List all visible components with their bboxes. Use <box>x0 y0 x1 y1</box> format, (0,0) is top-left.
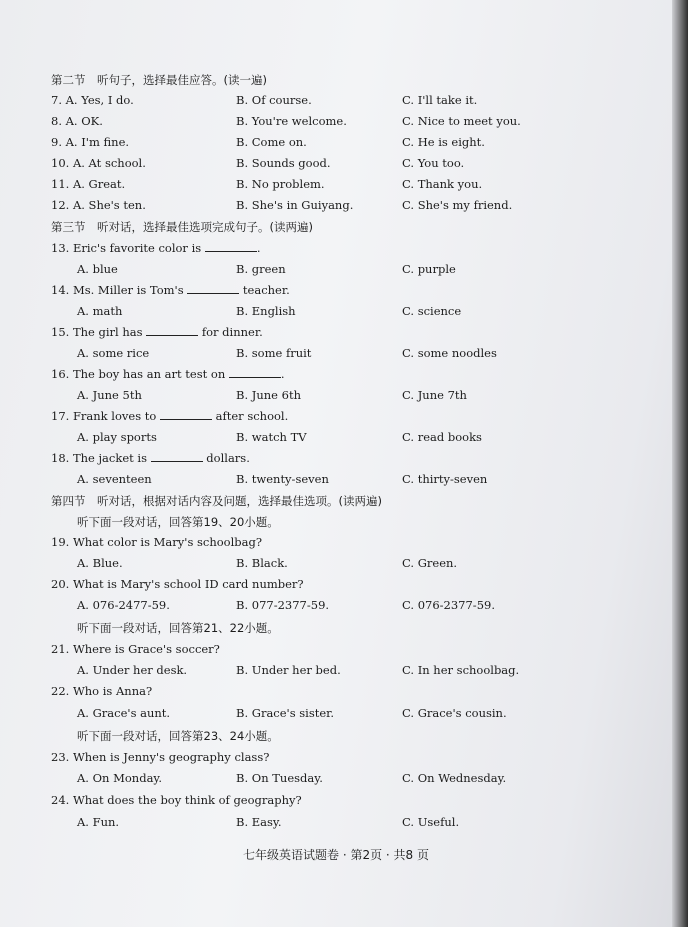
option-c: C. He is eight. <box>402 135 485 149</box>
question-18-stem: 18. The jacket is dollars. <box>51 451 250 465</box>
option-b: B. Black. <box>236 556 288 570</box>
option-c: C. Grace's cousin. <box>402 706 507 720</box>
option-a: A. blue <box>77 262 118 276</box>
option-c: C. Nice to meet you. <box>402 114 521 128</box>
option-b: B. Under her bed. <box>236 663 341 677</box>
option-a: A. June 5th <box>77 388 142 402</box>
page-edge-shadow <box>672 0 688 927</box>
option-b: B. watch TV <box>236 430 307 444</box>
question-17-options <box>0 428 672 448</box>
question-14-options <box>0 302 672 322</box>
question-11 <box>0 175 672 195</box>
option-c: C. June 7th <box>402 388 467 402</box>
option-b: B. Come on. <box>236 135 307 149</box>
option-a: A. Grace's aunt. <box>77 706 171 720</box>
option-a: A. On Monday. <box>77 771 163 785</box>
option-b: B. On Tuesday. <box>236 771 323 785</box>
option-c: C. purple <box>402 262 456 276</box>
question-20-options <box>0 596 672 616</box>
option-c: C. In her schoolbag. <box>402 663 520 677</box>
section-2-heading: 第二节 听句子，选择最佳应答。(读一遍) <box>51 73 267 87</box>
question-12 <box>0 196 672 216</box>
option-a: 10. A. At school. <box>51 156 146 170</box>
option-b: B. Of course. <box>236 93 312 107</box>
option-a: A. Fun. <box>77 815 120 829</box>
option-b: B. June 6th <box>236 388 301 402</box>
question-21-stem: 21. Where is Grace's soccer? <box>51 642 220 656</box>
option-c: C. read books <box>402 430 482 444</box>
option-b: B. Sounds good. <box>236 156 331 170</box>
option-b: B. 077-2377-59. <box>236 598 330 612</box>
option-c: C. Thank you. <box>402 177 483 191</box>
question-23-stem: 23. When is Jenny's geography class? <box>51 750 270 764</box>
dialogue-intro-3: 听下面一段对话，回答第23、24小题。 <box>77 729 279 743</box>
question-22-stem: 22. Who is Anna? <box>51 684 153 698</box>
question-13-options <box>0 260 672 280</box>
option-a: 7. A. Yes, I do. <box>51 93 134 107</box>
question-15-stem: 15. The girl has for dinner. <box>51 325 263 339</box>
option-b: B. She's in Guiyang. <box>236 198 354 212</box>
dialogue-intro-2: 听下面一段对话，回答第21、22小题。 <box>77 621 279 635</box>
question-14-stem: 14. Ms. Miller is Tom's teacher. <box>51 283 290 297</box>
question-8 <box>0 112 672 132</box>
dialogue-intro-1: 听下面一段对话，回答第19、20小题。 <box>77 515 279 529</box>
option-a: A. math <box>77 304 123 318</box>
option-c: C. You too. <box>402 156 465 170</box>
option-a: 9. A. I'm fine. <box>51 135 130 149</box>
option-c: C. I'll take it. <box>402 93 478 107</box>
question-13-stem: 13. Eric's favorite color is . <box>51 241 261 255</box>
option-c: C. 076-2377-59. <box>402 598 495 612</box>
option-a: A. 076-2477-59. <box>77 598 170 612</box>
question-16-options <box>0 386 672 406</box>
option-a: A. Blue. <box>77 556 123 570</box>
option-c: C. Useful. <box>402 815 460 829</box>
answer-blank <box>187 283 239 294</box>
question-10 <box>0 154 672 174</box>
answer-blank <box>151 451 203 462</box>
answer-blank <box>229 367 281 378</box>
question-24-options <box>0 813 672 833</box>
option-a: 8. A. OK. <box>51 114 103 128</box>
option-c: C. She's my friend. <box>402 198 513 212</box>
question-7 <box>0 91 672 111</box>
question-19-options <box>0 554 672 574</box>
question-23-options <box>0 769 672 789</box>
option-c: C. On Wednesday. <box>402 771 507 785</box>
section-3-heading: 第三节 听对话，选择最佳选项完成句子。(读两遍) <box>51 220 313 234</box>
option-b: B. No problem. <box>236 177 325 191</box>
option-c: C. science <box>402 304 462 318</box>
answer-blank <box>205 241 257 252</box>
option-b: B. Easy. <box>236 815 282 829</box>
question-18-options <box>0 470 672 490</box>
option-a: A. Under her desk. <box>77 663 188 677</box>
question-9 <box>0 133 672 153</box>
option-b: B. twenty-seven <box>236 472 329 486</box>
answer-blank <box>160 409 212 420</box>
option-a: A. seventeen <box>77 472 152 486</box>
question-24-stem: 24. What does the boy think of geography? <box>51 793 302 807</box>
question-22-options <box>0 704 672 724</box>
option-b: B. English <box>236 304 296 318</box>
section-4-heading: 第四节 听对话，根据对话内容及问题，选择最佳选项。(读两遍) <box>51 494 382 508</box>
question-20-stem: 20. What is Mary's school ID card number? <box>51 577 304 591</box>
answer-blank <box>146 325 198 336</box>
question-17-stem: 17. Frank loves to after school. <box>51 409 289 423</box>
option-b: B. some fruit <box>236 346 312 360</box>
question-16-stem: 16. The boy has an art test on . <box>51 367 285 381</box>
page-footer: 七年级英语试题卷 · 第2页 · 共8 页 <box>243 848 429 862</box>
option-a: 11. A. Great. <box>51 177 126 191</box>
option-a: A. some rice <box>77 346 150 360</box>
option-c: C. thirty-seven <box>402 472 488 486</box>
option-a: 12. A. She's ten. <box>51 198 146 212</box>
option-a: A. play sports <box>77 430 157 444</box>
option-c: C. some noodles <box>402 346 497 360</box>
option-b: B. Grace's sister. <box>236 706 335 720</box>
option-b: B. green <box>236 262 286 276</box>
question-19-stem: 19. What color is Mary's schoolbag? <box>51 535 263 549</box>
option-c: C. Green. <box>402 556 458 570</box>
question-21-options <box>0 661 672 681</box>
option-b: B. You're welcome. <box>236 114 347 128</box>
question-15-options <box>0 344 672 364</box>
